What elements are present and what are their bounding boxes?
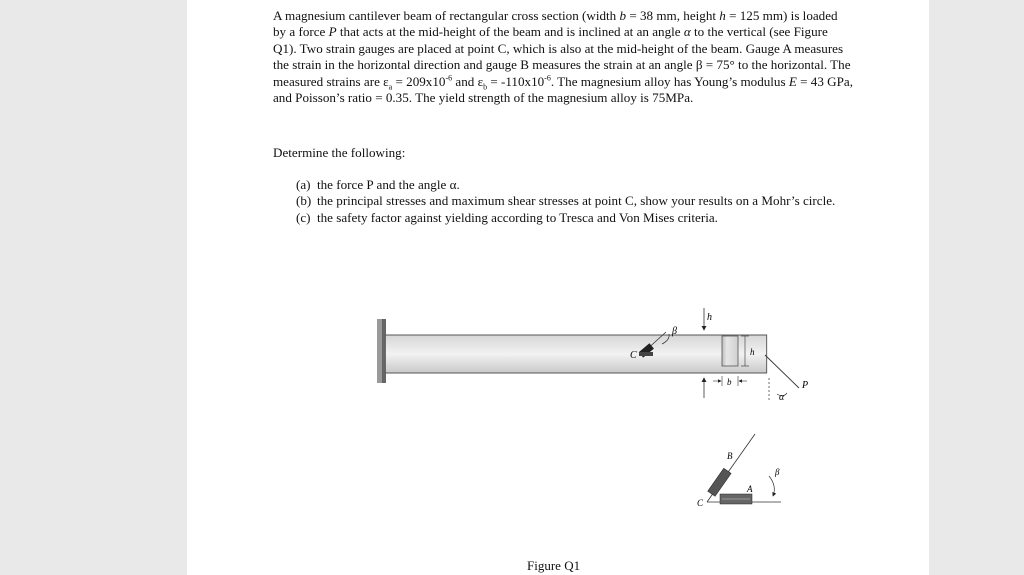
part-label: (a) [296, 177, 311, 192]
text-run: = 125 mm) is loaded by a force [273, 8, 838, 40]
text-run: = 38 mm, height [626, 8, 720, 23]
part-text: the force P and the angle α. [317, 177, 460, 192]
var-alpha: α [683, 24, 691, 40]
document-page [187, 0, 929, 575]
problem-statement [273, 8, 853, 106]
determine-heading: Determine the following: [273, 145, 406, 160]
label-alpha: α [779, 392, 785, 403]
label-h-top: h [707, 312, 712, 323]
part-label: (c) [296, 209, 311, 225]
text-run: = -110x10 [487, 73, 545, 89]
text-run: = 43 GPa, and Poisson’s ratio = 0.35. The yield strength of the magnesium alloy is 75MPa. [273, 73, 853, 106]
label-B-detail: B [727, 451, 733, 461]
text-run: and ε [452, 73, 484, 89]
exponent: -6 [544, 73, 551, 83]
parts-list [296, 177, 836, 226]
label-A-detail: A [747, 484, 753, 494]
text-run: that acts at the mid-height of the beam and is inclined at an angle [336, 24, 684, 40]
cantilever-beam [385, 335, 766, 373]
subscript-a: a [388, 82, 393, 92]
list-item [296, 210, 836, 226]
figure-q1 [377, 300, 809, 515]
text-run: = 209x10 [392, 73, 446, 89]
label-C-detail: C [697, 498, 704, 508]
text-run: to the vertical (see Figure Q1). Two strain gauges are placed at point C, which is also at the mid-height of the beam. Gauge A measures the strain in the horizontal direction and gauge B measures the strain at an angle β = 75° to the horizontal. The measured strains are ε [273, 24, 851, 89]
part-text: the safety factor against yielding according to Tresca and Von Mises criteria. [317, 209, 718, 225]
label-b-cross: b [727, 377, 732, 387]
label-P: P [802, 380, 809, 391]
list-item [296, 177, 836, 193]
var-E: E [788, 73, 797, 89]
text-run: A magnesium cantilever beam of rectangular cross section (width [273, 8, 620, 23]
subscript-b: b [483, 82, 488, 92]
gauge-detail [707, 434, 781, 504]
label-beta: β [672, 326, 677, 337]
var-b: b [619, 8, 627, 23]
part-text: the principal stresses and maximum shear stresses at point C, show your results on a Mohr’s circle. [317, 193, 836, 209]
list-item [296, 193, 836, 209]
part-label: (b) [296, 193, 312, 209]
figure-caption: Figure Q1 [527, 558, 581, 573]
exponent: -6 [445, 73, 453, 83]
label-C: C [630, 350, 637, 361]
var-h: h [719, 8, 726, 23]
label-beta-detail: β [775, 467, 780, 477]
text-run: . The magnesium alloy has Young’s modulus [550, 73, 789, 89]
wall-support [377, 319, 386, 383]
label-h-cross: h [750, 347, 755, 357]
var-P: P [328, 24, 337, 40]
